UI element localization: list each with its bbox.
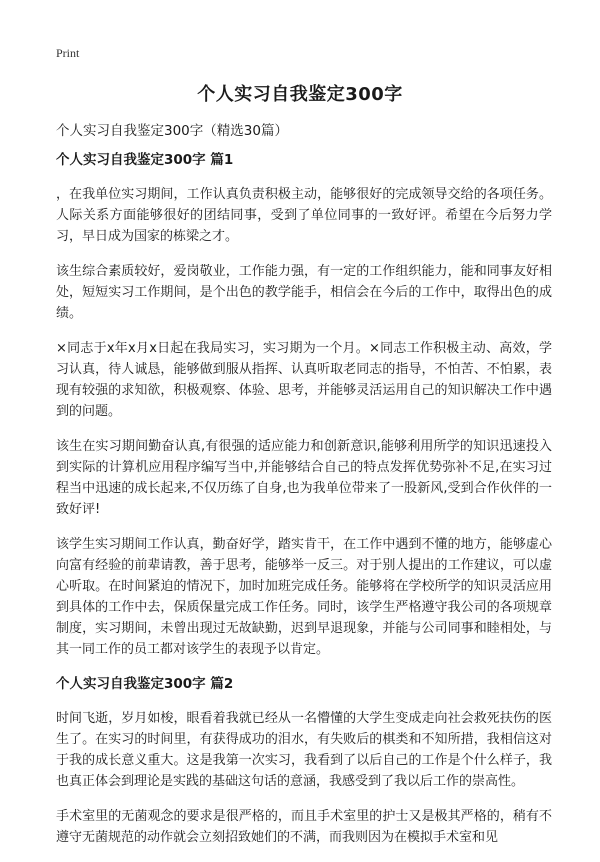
document-body <box>56 150 552 862</box>
paragraph: ×同志于x年x月x日起在我局实习，实习期为一个月。×同志工作积极主动、高效，学习认真，待人诚恳，能够做到服从指挥、认真听取老同志的指导，不怕苦、不怕累，表现有较强的求知欲，积极观察、体验、思考，并能够灵活运用自己的知识解决工作中遇到的问题。 <box>56 341 552 419</box>
section-heading: 个人实习自我鉴定300字 篇1 <box>56 152 234 168</box>
paragraph: ，在我单位实习期间，工作认真负责积极主动，能够很好的完成领导交给的各项任务。人际关系方面能够很好的团结同事，受到了单位同事的一致好评。希望在今后努力学习，早日成为国家的栋梁之才。 <box>56 187 552 244</box>
section-heading: 个人实习自我鉴定300字 篇2 <box>56 676 234 692</box>
print-label: Print <box>56 46 80 60</box>
page-title: 个人实习自我鉴定300字 <box>197 84 403 105</box>
paragraph: 时间飞逝，岁月如梭，眼看着我就已经从一名懵懂的大学生变成走向社会救死扶伤的医生了。在实习的时间里，有获得成功的泪水，有失败后的棋类和不知所措，我相信这对于我的成长意义重大。这是我第一次实习，我看到了以后自己的工作是个什么样子，我也真正体会到理论是实践的基础这句话的意涵，我感受到了我以后工作的崇高性。 <box>56 711 552 789</box>
paragraph: 该学生实习期间工作认真，勤奋好学，踏实肯干，在工作中遇到不懂的地方，能够虚心向富有经验的前辈请教，善于思考，能够举一反三。对于别人提出的工作建议，可以虚心听取。在时间紧迫的情况下，加时加班完成任务。能够将在学校所学的知识灵活应用到具体的工作中去，保质保量完成工作任务。同时，该学生严格遵守我公司的各项规章制度，实习期间，未曾出现过无故缺勤，迟到早退现象，并能与公司同事和睦相处，与其一同工作的员工都对该学生的表现予以肯定。 <box>56 537 552 657</box>
paragraph: 该生在实习期间勤奋认真,有很强的适应能力和创新意识,能够利用所学的知识迅速投入到实际的计算机应用程序编写当中,并能够结合自己的特点发挥优势弥补不足,在实习过程当中迅速的成长起来,不仅历练了自身,也为我单位带来了一股新风,受到合作伙伴的一致好评! <box>56 439 552 517</box>
paragraph: 该生综合素质较好，爱岗敬业，工作能力强，有一定的工作组织能力，能和同事友好相处，短短实习工作期间，是个出色的教学能手，相信会在今后的工作中，取得出色的成绩。 <box>56 264 552 321</box>
document-subtitle: 个人实习自我鉴定300字（精选30篇） <box>56 123 288 139</box>
paragraph: 手术室里的无菌观念的要求是很严格的，而且手术室里的护士又是极其严格的，稍有不遵守无菌规范的动作就会立刻招致她们的不满，而我则因为在模拟手术室和见 <box>56 809 552 845</box>
